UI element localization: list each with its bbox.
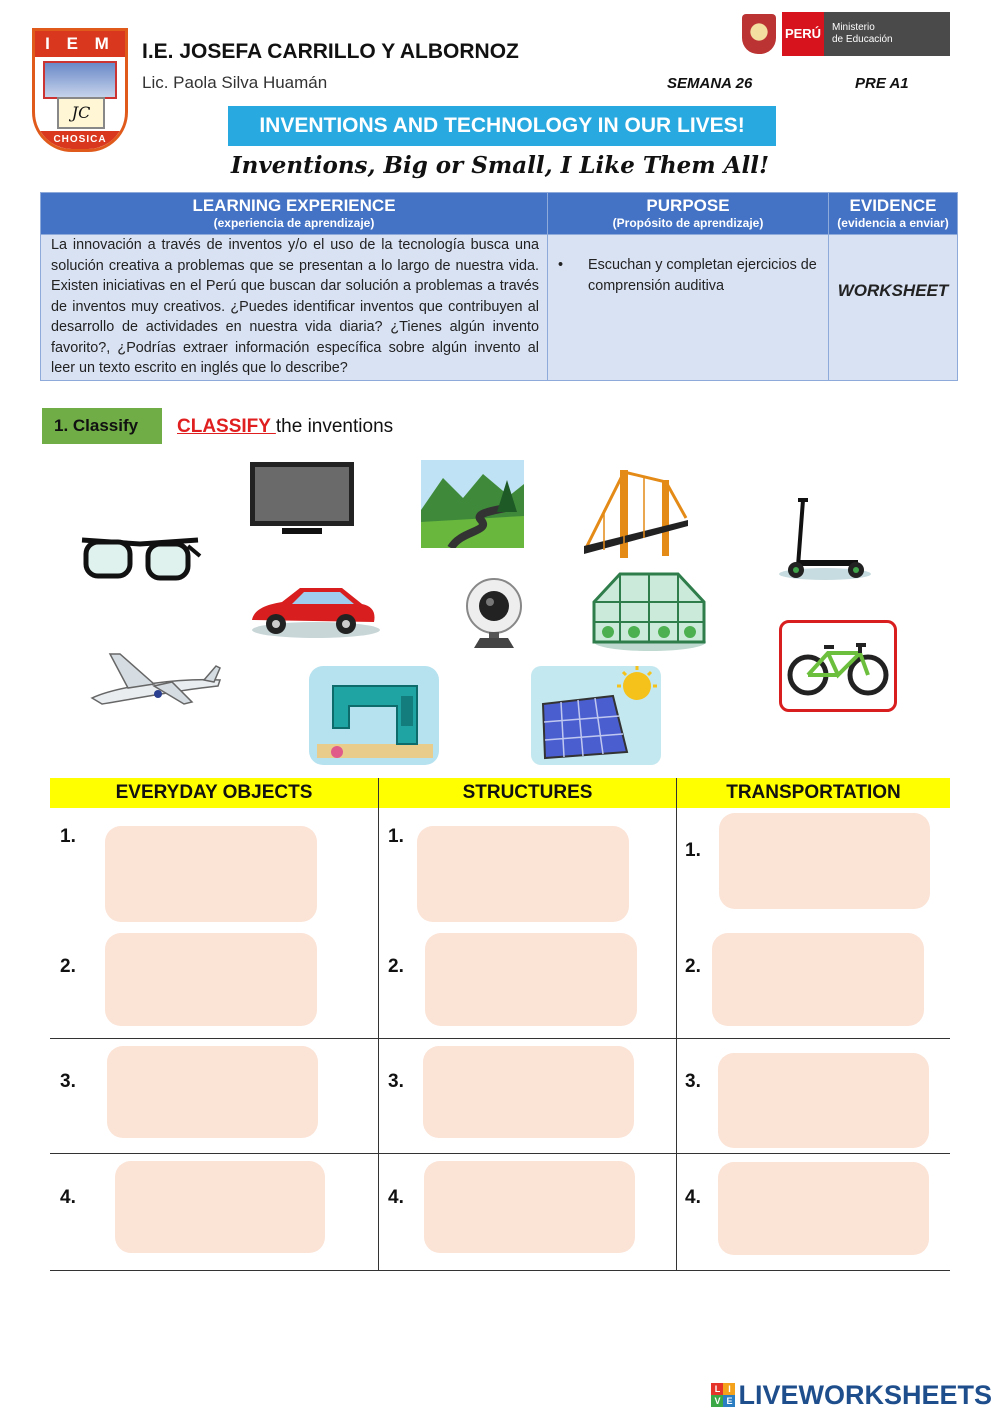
week-label: SEMANA 26	[667, 75, 753, 92]
row-number: 4.	[388, 1187, 404, 1208]
everyday-answer-2[interactable]	[105, 933, 317, 1026]
bicycle-icon[interactable]	[782, 623, 894, 709]
transportation-answer-3[interactable]	[718, 1053, 929, 1148]
peru-label: PERÚ	[782, 12, 824, 56]
header-structures: STRUCTURES	[379, 778, 676, 808]
structures-answer-1[interactable]	[417, 826, 629, 922]
logo-bottom-text: CHOSICA	[35, 131, 125, 149]
bridge-icon[interactable]	[584, 466, 688, 560]
row-number: 2.	[60, 956, 76, 977]
school-logo	[32, 28, 128, 152]
school-name: I.E. JOSEFA CARRILLO Y ALBORNOZ	[142, 40, 519, 63]
row-number: 3.	[388, 1071, 404, 1092]
logo-initials: JC	[57, 97, 105, 129]
logo-mountain-band	[43, 61, 117, 99]
purpose-text: Escuchan y completan ejercicios de comprensión auditiva	[588, 257, 817, 294]
col2-title: PURPOSE	[646, 196, 730, 215]
structures-answer-3[interactable]	[423, 1046, 634, 1138]
learning-experience-text: La innovación a través de inventos y/o el uso de la tecnología busca una solución creativa a problemas que se presentan a lo largo de nuestra vida. Existen iniciativas en el Perú que buscan dar solución a problemas a través de inventos muy creativos. ¿Puedes identificar inventos que contribuyen al desarrollo de actividades en nuestra vida diaria? ¿Tienes algún invento favorito?, ¿Podrías extraer información específica sobre algún invento al leer un texto escrito en inglés que lo describe?	[41, 235, 548, 381]
subtitle: Inventions, Big or Small, I Like Them All!	[230, 152, 770, 179]
row-divider	[50, 1038, 950, 1039]
greenhouse-icon[interactable]	[590, 570, 708, 652]
car-icon[interactable]	[246, 580, 380, 640]
row-number: 3.	[60, 1071, 76, 1092]
row-number: 1.	[388, 826, 404, 847]
row-number: 4.	[60, 1187, 76, 1208]
bicycle-frame[interactable]	[779, 620, 897, 712]
liveworksheets-brand: LIVEWORKSHEETS	[738, 1379, 992, 1410]
col3-sub: (evidencia a enviar)	[837, 216, 949, 230]
title-banner: INVENTIONS AND TECHNOLOGY IN OUR LIVES!	[228, 106, 776, 146]
icon-letter: I	[723, 1383, 735, 1395]
evidence-text: WORKSHEET	[829, 235, 958, 381]
liveworksheets-logo	[711, 1381, 992, 1409]
purpose-cell	[548, 235, 829, 381]
solar-panel-icon[interactable]	[531, 666, 661, 765]
column-divider	[676, 778, 677, 1271]
instruction-rest: the inventions	[275, 416, 394, 437]
header-transportation: TRANSPORTATION	[677, 778, 950, 808]
everyday-answer-1[interactable]	[105, 826, 317, 922]
col1-title: LEARNING EXPERIENCE	[192, 196, 396, 215]
col1-sub: (experiencia de aprendizaje)	[213, 216, 375, 230]
logo-top-text: I E M	[35, 31, 125, 57]
column-divider	[378, 778, 379, 1271]
scooter-icon[interactable]	[778, 494, 872, 584]
learning-experience-header	[41, 193, 548, 235]
evidence-header	[829, 193, 958, 235]
col2-sub: (Propósito de aprendizaje)	[612, 216, 764, 230]
row-number: 2.	[388, 956, 404, 977]
transportation-answer-1[interactable]	[719, 813, 930, 909]
row-divider	[50, 1270, 950, 1271]
glasses-icon[interactable]	[80, 534, 202, 584]
row-number: 2.	[685, 956, 701, 977]
learning-table	[40, 192, 958, 381]
transportation-answer-2[interactable]	[712, 933, 924, 1026]
ministry-logo	[742, 12, 950, 56]
exercise-tag: 1. Classify	[42, 408, 162, 444]
classify-table	[50, 778, 950, 1271]
structures-answer-4[interactable]	[424, 1161, 635, 1253]
ministry-line1: Ministerio	[832, 22, 875, 33]
structures-answer-2[interactable]	[425, 933, 637, 1026]
icon-letter: L	[711, 1383, 723, 1395]
icon-letter: E	[723, 1395, 735, 1407]
transportation-answer-4[interactable]	[718, 1162, 929, 1255]
level-label: PRE A1	[855, 75, 909, 92]
icon-letter: V	[711, 1395, 723, 1407]
everyday-answer-4[interactable]	[115, 1161, 325, 1253]
everyday-answer-3[interactable]	[107, 1046, 318, 1138]
shield-icon	[742, 14, 776, 54]
col3-title: EVIDENCE	[849, 196, 937, 215]
exercise-instruction	[177, 416, 393, 438]
purpose-header	[548, 193, 829, 235]
header-everyday-objects: EVERYDAY OBJECTS	[50, 778, 378, 808]
liveworksheets-icon	[711, 1383, 735, 1407]
row-number: 4.	[685, 1187, 701, 1208]
ministry-line2: de Educación	[832, 34, 893, 45]
instruction-keyword: CLASSIFY	[177, 416, 276, 437]
airplane-icon[interactable]	[88, 652, 224, 708]
row-number: 3.	[685, 1071, 701, 1092]
row-number: 1.	[685, 840, 701, 861]
row-number: 1.	[60, 826, 76, 847]
ministry-label	[824, 12, 950, 56]
sewing-machine-icon[interactable]	[309, 666, 439, 765]
teacher-name: Lic. Paola Silva Huamán	[142, 73, 328, 92]
row-divider	[50, 1153, 950, 1154]
road-icon[interactable]	[421, 460, 524, 548]
bullet-dot: •	[558, 257, 564, 273]
television-icon[interactable]	[248, 460, 356, 538]
webcam-icon[interactable]	[464, 578, 524, 650]
